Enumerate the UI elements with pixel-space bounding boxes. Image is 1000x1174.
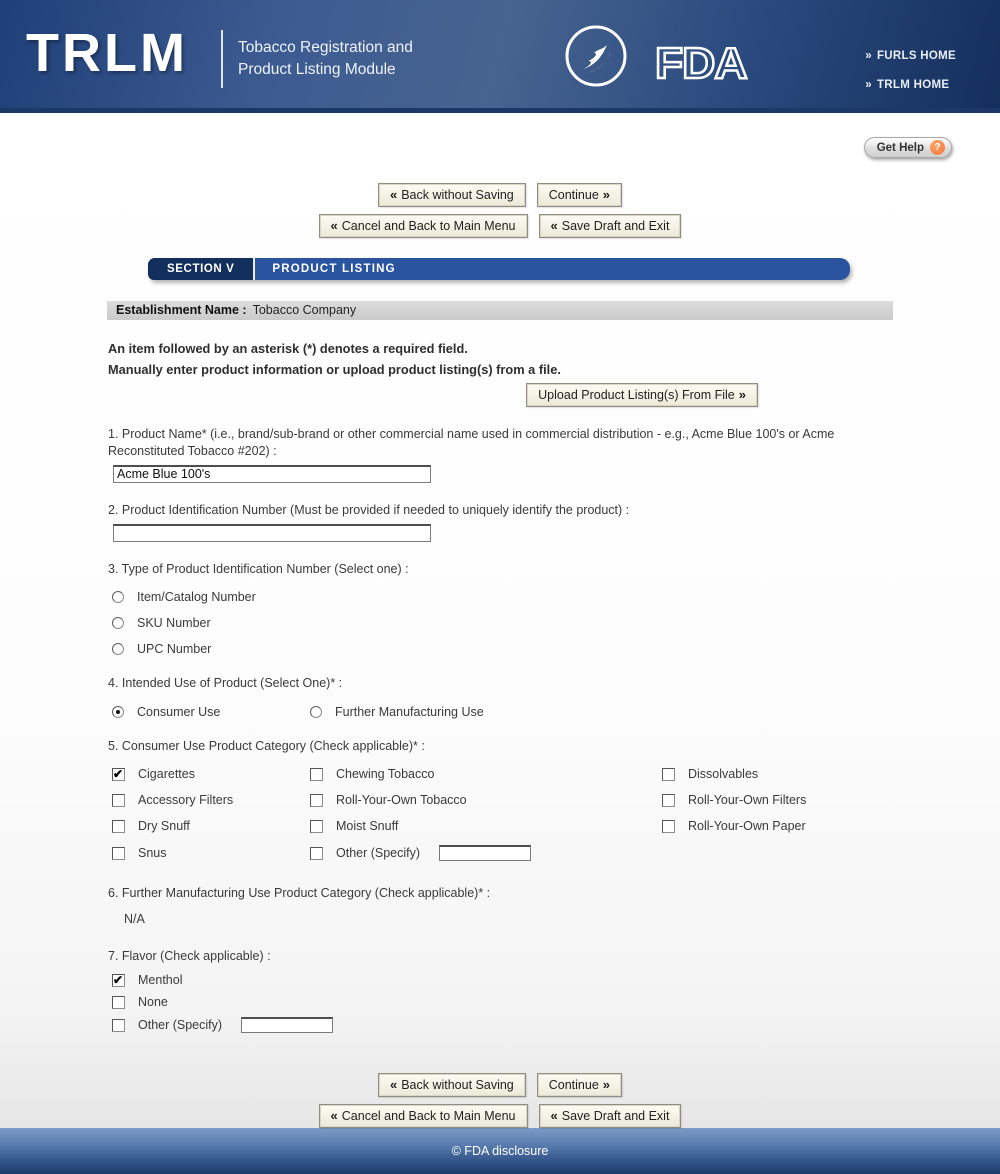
trlm-logo: TRLM bbox=[26, 23, 188, 83]
checkbox-roll-your-own-paper[interactable]: Roll-Your-Own Paper bbox=[662, 819, 1000, 833]
q3-options bbox=[112, 590, 1000, 656]
q7-options bbox=[112, 973, 1000, 1033]
radio-further-manufacturing-use[interactable]: Further Manufacturing Use bbox=[310, 705, 1000, 719]
checkbox-icon[interactable] bbox=[112, 768, 125, 781]
q4-options bbox=[112, 693, 1000, 719]
section-title: PRODUCT LISTING bbox=[272, 263, 396, 275]
app-subtitle-line2: Product Listing Module bbox=[238, 61, 396, 78]
checkbox-icon[interactable] bbox=[662, 794, 675, 807]
q7-label: 7. Flavor (Check applicable) : bbox=[108, 949, 271, 964]
q6-label: 6. Further Manufacturing Use Product Category (Check applicable)* : bbox=[108, 886, 491, 901]
checkbox-chewing-tobacco[interactable]: Chewing Tobacco bbox=[310, 767, 662, 781]
bottom-nav-buttons bbox=[0, 1073, 1000, 1128]
checkbox-roll-your-own-filters[interactable]: Roll-Your-Own Filters bbox=[662, 793, 1000, 807]
checkbox-dry-snuff[interactable]: Dry Snuff bbox=[112, 819, 310, 833]
question-1 bbox=[108, 426, 1000, 483]
checkbox-menthol[interactable]: ✔ Menthol bbox=[112, 973, 1000, 987]
radio-item-catalog-number[interactable]: Item/Catalog Number bbox=[112, 590, 1000, 604]
section-tab: SECTION V bbox=[148, 258, 255, 280]
checkbox-other-flavor[interactable]: Other (Specify) bbox=[112, 1017, 1000, 1033]
checkbox-accessory-filters[interactable]: Accessory Filters bbox=[112, 793, 310, 807]
cancel-back-main-menu-button[interactable]: « Cancel and Back to Main Menu bbox=[319, 1104, 528, 1128]
checkbox-roll-your-own-tobacco[interactable]: Roll-Your-Own Tobacco bbox=[310, 793, 662, 807]
q3-label: 3. Type of Product Identification Number (Select one) : bbox=[108, 561, 409, 576]
upload-product-listing-button[interactable]: Upload Product Listing(s) From File » bbox=[526, 383, 758, 407]
continue-button[interactable]: Continue » bbox=[537, 1073, 622, 1097]
question-2 bbox=[108, 502, 1000, 542]
cancel-back-main-menu-button[interactable]: « Cancel and Back to Main Menu bbox=[319, 214, 528, 238]
page-footer bbox=[0, 1128, 1000, 1174]
other-category-specify-input[interactable] bbox=[439, 845, 531, 861]
upload-wrap bbox=[108, 383, 758, 407]
q5-options bbox=[112, 755, 1000, 861]
header-divider bbox=[221, 30, 223, 88]
header-links bbox=[865, 50, 956, 108]
manual-entry-note: Manually enter product information or upload product listing(s) from a file. bbox=[108, 362, 561, 377]
establishment-label: Establishment Name : bbox=[116, 303, 247, 317]
trlm-home-link[interactable]: » TRLM HOME bbox=[865, 79, 950, 91]
checkbox-icon[interactable] bbox=[662, 820, 675, 833]
continue-button[interactable]: Continue » bbox=[537, 183, 622, 207]
instructions bbox=[108, 341, 1000, 377]
cancel-arrow-icon: « bbox=[330, 1108, 338, 1123]
upload-arrow-icon: » bbox=[738, 387, 746, 402]
cancel-arrow-icon: « bbox=[330, 218, 338, 233]
back-arrow-icon: « bbox=[389, 187, 398, 202]
back-without-saving-button[interactable]: « Back without Saving bbox=[378, 183, 526, 207]
checkbox-icon[interactable] bbox=[310, 847, 323, 860]
q2-label: 2. Product Identification Number (Must be provided if needed to uniquely identify the product) : bbox=[108, 502, 630, 517]
question-5 bbox=[108, 738, 1000, 861]
checkbox-cigarettes[interactable]: ✔ Cigarettes bbox=[112, 767, 310, 781]
continue-arrow-icon: » bbox=[602, 1077, 611, 1092]
establishment-row bbox=[107, 301, 893, 320]
link-arrow-icon: » bbox=[865, 50, 872, 62]
hhs-seal-icon bbox=[563, 23, 629, 94]
radio-icon[interactable] bbox=[112, 706, 124, 718]
checkbox-icon[interactable] bbox=[662, 768, 675, 781]
q5-label: 5. Consumer Use Product Category (Check applicable)* : bbox=[108, 739, 425, 754]
back-without-saving-button[interactable]: « Back without Saving bbox=[378, 1073, 526, 1097]
q6-na-value: N/A bbox=[124, 912, 145, 927]
continue-arrow-icon: » bbox=[602, 187, 611, 202]
establishment-value: Tobacco Company bbox=[252, 303, 357, 317]
radio-sku-number[interactable]: SKU Number bbox=[112, 616, 1000, 630]
checkbox-icon[interactable] bbox=[310, 820, 323, 833]
radio-icon[interactable] bbox=[112, 591, 124, 603]
app-subtitle-line1: Tobacco Registration and bbox=[238, 39, 413, 56]
save-arrow-icon: « bbox=[550, 218, 558, 233]
help-question-icon: ? bbox=[930, 140, 945, 155]
other-flavor-specify-input[interactable] bbox=[241, 1017, 333, 1033]
save-draft-exit-button[interactable]: « Save Draft and Exit bbox=[539, 214, 682, 238]
save-draft-exit-button[interactable]: « Save Draft and Exit bbox=[539, 1104, 682, 1128]
fda-logo: FDA bbox=[655, 38, 747, 88]
checkbox-snus[interactable]: Snus bbox=[112, 845, 310, 861]
radio-upc-number[interactable]: UPC Number bbox=[112, 642, 1000, 656]
checkbox-icon[interactable] bbox=[112, 996, 125, 1009]
checkbox-other-category[interactable]: Other (Specify) bbox=[310, 845, 662, 861]
checkbox-dissolvables[interactable]: Dissolvables bbox=[662, 767, 1000, 781]
checkbox-icon[interactable] bbox=[310, 768, 323, 781]
radio-icon[interactable] bbox=[310, 706, 322, 718]
question-6 bbox=[108, 885, 1000, 926]
save-arrow-icon: « bbox=[550, 1108, 558, 1123]
checkbox-icon[interactable] bbox=[112, 820, 125, 833]
radio-icon[interactable] bbox=[112, 643, 124, 655]
form-area bbox=[0, 341, 1000, 1033]
checkbox-icon[interactable] bbox=[112, 974, 125, 987]
product-id-number-input[interactable] bbox=[113, 524, 431, 542]
checkbox-none[interactable]: None bbox=[112, 995, 1000, 1009]
q1-label: 1. Product Name* (i.e., brand/sub-brand or other commercial name used in commercial distribution - e.g., Acme Blue 100's or Acme Reconstituted Tobacco #202) : bbox=[108, 427, 835, 458]
get-help-label: Get Help bbox=[876, 141, 924, 154]
section-bar bbox=[148, 258, 850, 280]
required-field-note: An item followed by an asterisk (*) denotes a required field. bbox=[108, 341, 468, 356]
product-name-input[interactable] bbox=[113, 465, 431, 483]
back-arrow-icon: « bbox=[389, 1077, 398, 1092]
radio-consumer-use[interactable]: Consumer Use bbox=[112, 705, 310, 719]
question-4 bbox=[108, 675, 1000, 720]
app-header bbox=[0, 0, 1000, 113]
link-arrow-icon: » bbox=[865, 79, 872, 91]
main-content bbox=[0, 113, 1000, 1128]
checkbox-icon[interactable] bbox=[112, 847, 125, 860]
top-nav-buttons bbox=[0, 183, 1000, 238]
get-help-button[interactable] bbox=[864, 137, 952, 158]
footer-disclosure-text: © FDA disclosure bbox=[451, 1144, 549, 1158]
checkbox-icon[interactable] bbox=[310, 794, 323, 807]
question-3 bbox=[108, 561, 1000, 656]
q4-label: 4. Intended Use of Product (Select One)* : bbox=[108, 675, 343, 690]
checkbox-icon[interactable] bbox=[112, 794, 125, 807]
checkbox-moist-snuff[interactable]: Moist Snuff bbox=[310, 819, 662, 833]
radio-icon[interactable] bbox=[112, 617, 124, 629]
furls-home-link[interactable]: » FURLS HOME bbox=[865, 50, 956, 62]
checkbox-icon[interactable] bbox=[112, 1019, 125, 1032]
question-7 bbox=[108, 948, 1000, 1033]
app-subtitle bbox=[238, 37, 413, 81]
